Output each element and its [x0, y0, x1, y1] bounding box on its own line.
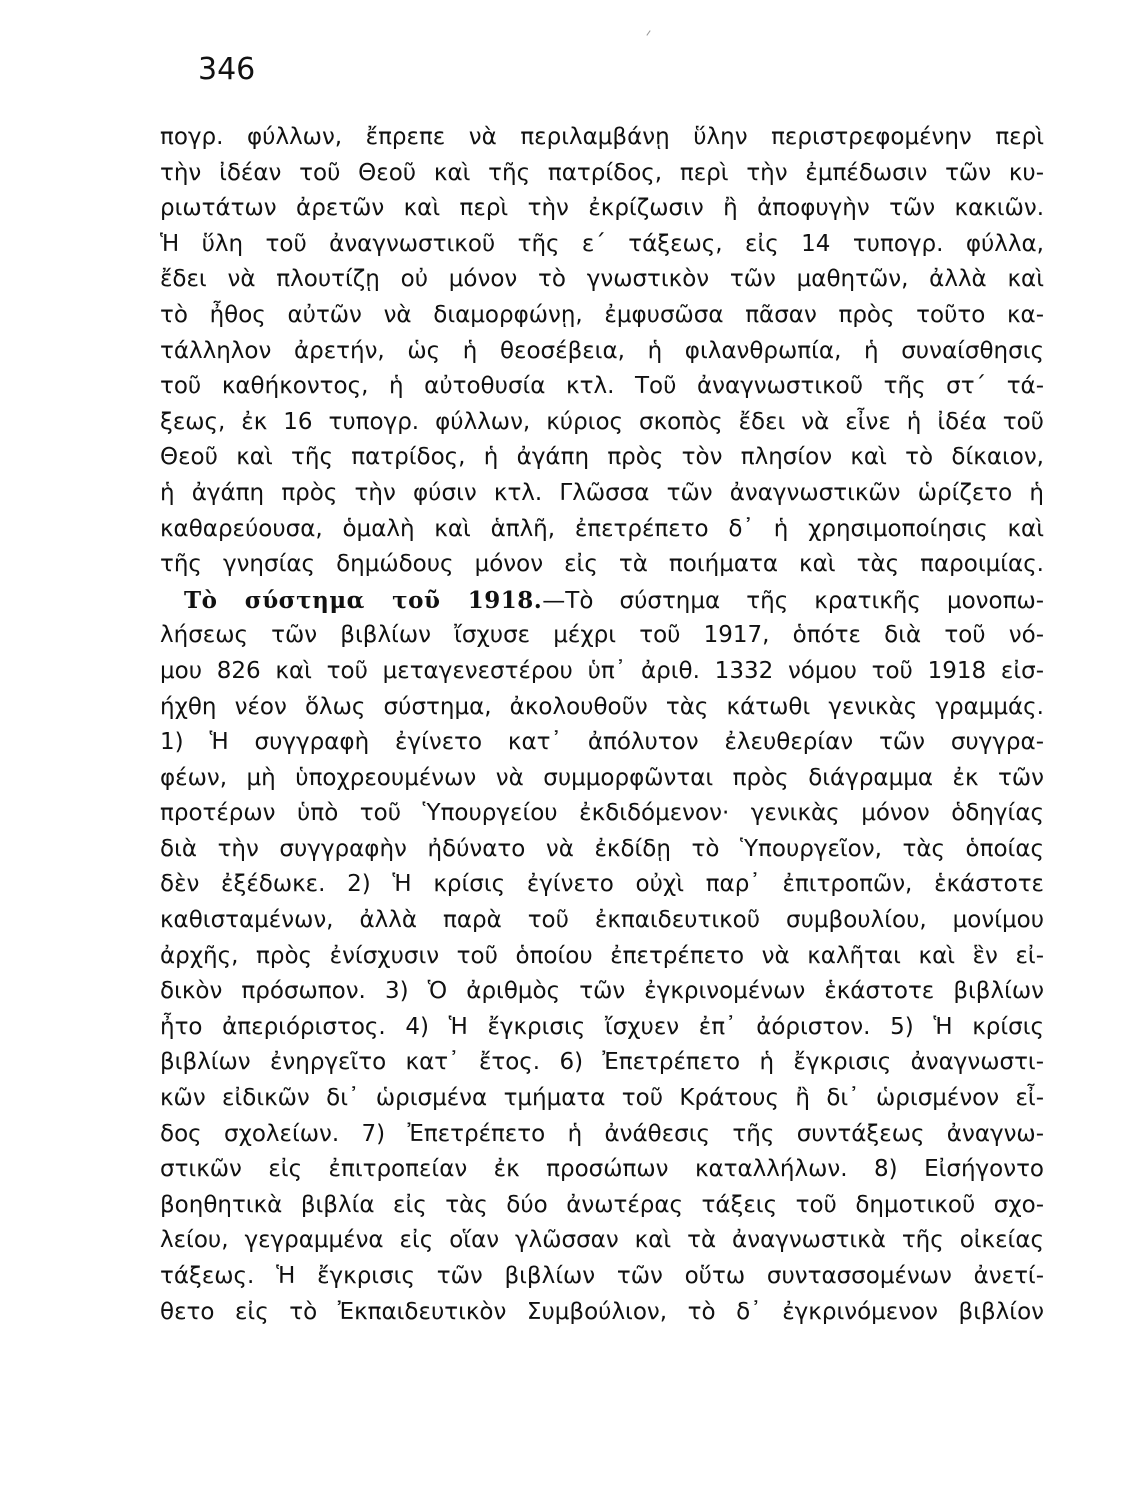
text-line: προτέρων ὑπὸ τοῦ Ὑπουργείου ἐκδιδόμενον· γενικὰς μόνον ὁδηγίας [160, 800, 1044, 827]
section-first-line-text: —Τὸ σύστημα τῆς κρατικῆς μονοπω- [542, 587, 1045, 614]
text-line: ήχθη νέον ὅλως σύστημα, ἀκολουθοῦν τὰς κάτωθι γενικὰς γραμμάς. [160, 693, 1044, 720]
text-line: ἔδει νὰ πλουτίζῃ οὐ μόνον τὸ γνωστικὸν τῶν μαθητῶν, ἀλλὰ καὶ [160, 266, 1044, 293]
text-line: τάλληλον ἀρετήν, ὡς ἡ θεοσέβεια, ἡ φιλανθρωπία, ἡ συναίσθησις [160, 337, 1044, 364]
page-number: 346 [198, 52, 256, 87]
text-line: τὴν ἰδέαν τοῦ Θεοῦ καὶ τῆς πατρίδος, περὶ τὴν ἐμπέδωσιν τῶν κυ- [160, 159, 1044, 186]
text-line: Ἡ ὕλη τοῦ ἀναγνωστικοῦ τῆς ε΄ τάξεως, εἰς 14 τυπογρ. φύλλα, [160, 230, 1044, 257]
text-line: κῶν εἰδικῶν δι᾽ ὡρισμένα τμήματα τοῦ Κράτους ἢ δι᾽ ὡρισμένον εἶ- [160, 1085, 1044, 1112]
text-line: φέων, μὴ ὑποχρεουμένων νὰ συμμορφῶνται πρὸς διάγραμμα ἐκ τῶν [160, 764, 1044, 791]
text-line: τάξεως. Ἡ ἔγκρισις τῶν βιβλίων τῶν οὕτω συντασσομένων ἀνετί- [160, 1263, 1044, 1289]
text-line: ἦτο ἀπεριόριστος. 4) Ἡ ἔγκρισις ἴσχυεν ἐπ᾽ ἀόριστον. 5) Ἡ κρίσις [160, 1013, 1044, 1040]
scan-speck [646, 30, 650, 35]
text-line: βιβλίων ἐνηργεῖτο κατ᾽ ἔτος. 6) Ἐπετρέπετο ἡ ἔγκρισις ἀναγνωστι- [160, 1049, 1044, 1076]
text-line: δὲν ἐξέδωκε. 2) Ἡ κρίσις ἐγίνετο οὐχὶ παρ᾽ ἐπιτροπῶν, ἑκάστοτε [160, 871, 1044, 898]
text-line: καθαρεύουσα, ὁμαλὴ καὶ ἁπλῆ, ἐπετρέπετο δ᾽ ἡ χρησιμοποίησις καὶ [160, 515, 1044, 542]
text-line: λήσεως τῶν βιβλίων ἴσχυσε μέχρι τοῦ 1917, ὁπότε διὰ τοῦ νό- [160, 622, 1044, 649]
text-line: δος σχολείων. 7) Ἐπετρέπετο ἡ ἀνάθεσις τῆς συντάξεως ἀναγνω- [160, 1120, 1044, 1147]
text-line: στικῶν εἰς ἐπιτροπείαν ἐκ προσώπων καταλλήλων. 8) Εἰσήγοντο [160, 1156, 1044, 1183]
text-line: λείου, γεγραμμένα εἰς οἵαν γλῶσσαν καὶ τὰ ἀναγνωστικὰ τῆς οἰκείας [160, 1227, 1044, 1254]
section-first-line [160, 583, 1044, 619]
text-line: πογρ. φύλλων, ἔπρεπε νὰ περιλαμβάνῃ ὕλην περιστρεφομένην περὶ [160, 124, 1044, 150]
text-line: θετο εἰς τὸ Ἐκπαιδευτικὸν Συμβούλιον, τὸ δ᾽ ἐγκρινόμενον βιβλίον [160, 1298, 1044, 1325]
text-line: μου 826 καὶ τοῦ μεταγενεστέρου ὑπ᾽ ἀριθ. 1332 νόμου τοῦ 1918 εἰσ- [160, 657, 1044, 684]
text-line: ἀρχῆς, πρὸς ἐνίσχυσιν τοῦ ὁποίου ἐπετρέπετο νὰ καλῆται καὶ ἓν εἰ- [160, 942, 1044, 969]
text-line: τὸ ἦθος αὐτῶν νὰ διαμορφώνῃ, ἐμφυσῶσα πᾶσαν πρὸς τοῦτο κα- [160, 301, 1044, 328]
text-line: καθισταμένων, ἀλλὰ παρὰ τοῦ ἐκπαιδευτικοῦ συμβουλίου, μονίμου [160, 907, 1044, 934]
text-line: διὰ τὴν συγγραφὴν ἠδύνατο νὰ ἐκδίδῃ τὸ Ὑπουργεῖον, τὰς ὁποίας [160, 835, 1044, 862]
text-line: Θεοῦ καὶ τῆς πατρίδος, ἡ ἀγάπη πρὸς τὸν πλησίον καὶ τὸ δίκαιον, [160, 444, 1044, 471]
text-line: βοηθητικὰ βιβλία εἰς τὰς δύο ἀνωτέρας τάξεις τοῦ δημοτικοῦ σχο- [160, 1191, 1044, 1218]
text-line: 1) Ἡ συγγραφὴ ἐγίνετο κατ᾽ ἀπόλυτον ἐλευθερίαν τῶν συγγρα- [160, 729, 1044, 756]
text-block [160, 120, 1044, 1330]
text-line: ξεως, ἐκ 16 τυπογρ. φύλλων, κύριος σκοπὸς ἔδει νὰ εἶνε ἡ ἰδέα τοῦ [160, 408, 1044, 435]
text-line: δικὸν πρόσωπον. 3) Ὁ ἀριθμὸς τῶν ἐγκρινομένων ἑκάστοτε βιβλίων [160, 978, 1044, 1005]
text-line: ριωτάτων ἀρετῶν καὶ περὶ τὴν ἐκρίζωσιν ἢ ἀποφυγὴν τῶν κακιῶν. [160, 195, 1044, 222]
section-heading: Τὸ σύστημα τοῦ 1918. [184, 586, 543, 614]
text-line: ἡ ἀγάπη πρὸς τὴν φύσιν κτλ. Γλῶσσα τῶν ἀναγνωστικῶν ὡρίζετο ἡ [160, 479, 1044, 506]
text-line: τοῦ καθήκοντος, ἡ αὐτοθυσία κτλ. Τοῦ ἀναγνωστικοῦ τῆς στ΄ τά- [160, 373, 1044, 400]
text-line: τῆς γνησίας δημώδους μόνον εἰς τὰ ποιήματα καὶ τὰς παροιμίας. [160, 551, 1044, 578]
